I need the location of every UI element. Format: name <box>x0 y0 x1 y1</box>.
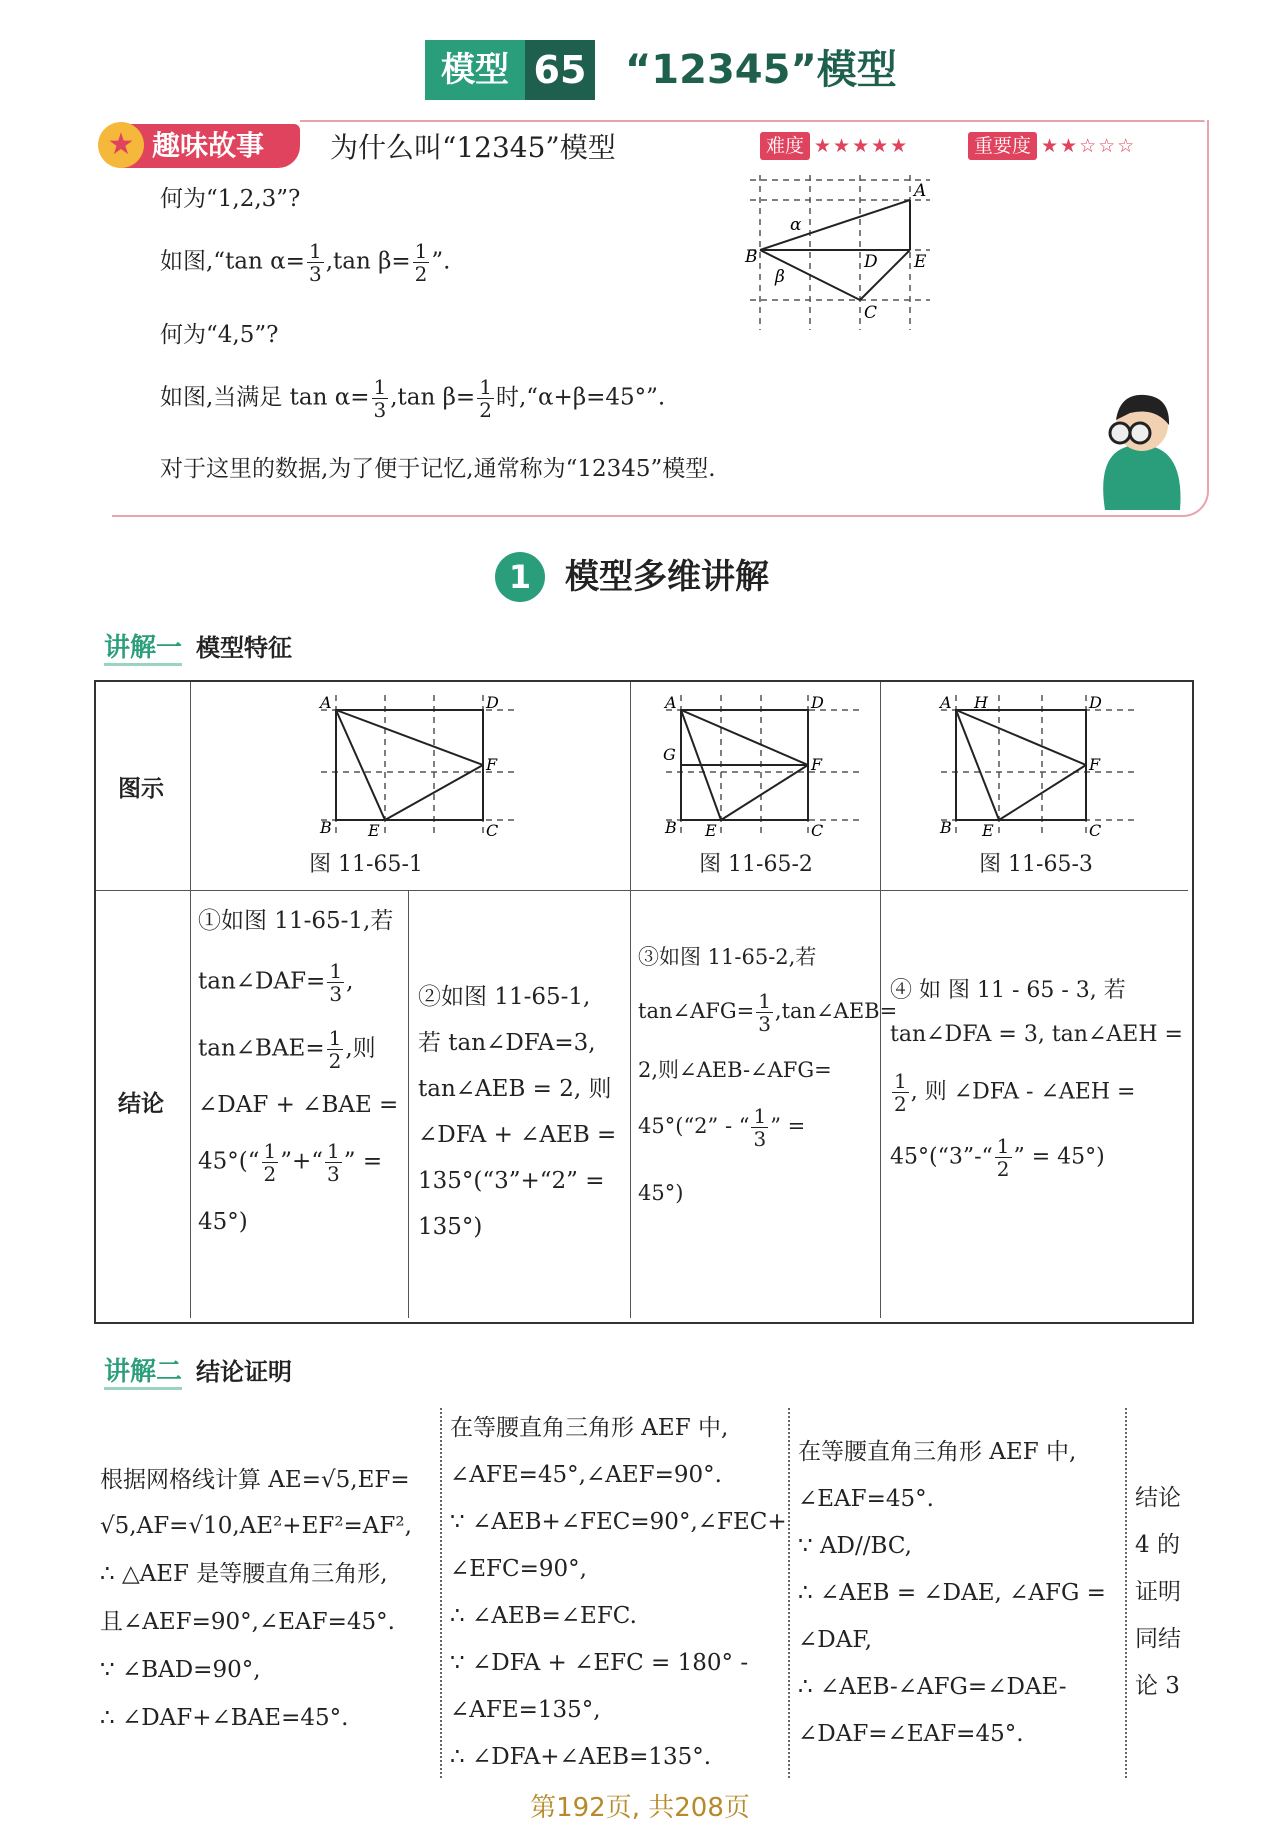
model-badge <box>425 40 595 100</box>
svg-text:E: E <box>705 821 717 840</box>
conclusion-2: ②如图 11-65-1, 若 tan∠DFA=3, tan∠AEB = 2, 则 ∠DFA + ∠AEB = 135°(“3”+“2” = 135°) <box>418 984 617 1240</box>
part1-title: 模型特征 <box>196 634 293 662</box>
importance-stars: ★★☆☆☆ <box>1041 135 1137 157</box>
label-e: E <box>914 252 927 272</box>
conclusion-1: ①如图 11-65-1,若 tan∠DAF= $\frac{1}{3}$ , tan∠BAE= $\frac{1}{2}$ ,则 ∠DAF + ∠BAE = 45°(“ $\frac{1}{2}$ ”+“ $\frac{1}{3}$ ” = 45°) <box>198 908 399 1235</box>
label-c: C <box>864 303 878 323</box>
features-table <box>94 680 1194 1324</box>
section-number: 1 <box>495 552 545 602</box>
svg-text:B: B <box>665 818 677 837</box>
mascot-illustration <box>1085 385 1195 510</box>
difficulty-rating <box>760 132 909 160</box>
page-title: “12345”模型 <box>625 47 897 93</box>
section-title: 模型多维讲解 <box>565 557 769 597</box>
figure-11-65-3 <box>936 690 1136 840</box>
part2-title: 结论证明 <box>196 1358 293 1386</box>
part2-tag: 讲解二 <box>104 1357 182 1390</box>
fraction: $\frac{1}{2}$ <box>414 239 428 286</box>
story-line-1: 何为“1,2,3”? <box>160 186 301 212</box>
part1-tag: 讲解一 <box>104 633 182 666</box>
part1-heading <box>104 630 292 666</box>
story-line-3: 何为“4,5”? <box>160 322 279 348</box>
svg-text:A: A <box>665 693 677 712</box>
story-border <box>300 120 1205 122</box>
fraction: $\frac{1}{3}$ <box>373 375 387 422</box>
label-d: D <box>864 252 878 272</box>
page-footer: 第192页, 共208页 <box>530 1793 750 1823</box>
svg-text:E: E <box>368 821 380 840</box>
svg-text:F: F <box>1089 755 1101 774</box>
svg-text:F: F <box>486 755 498 774</box>
svg-text:C: C <box>1089 821 1102 840</box>
part2-heading <box>104 1354 292 1390</box>
svg-text:D: D <box>486 693 499 712</box>
fraction: $\frac{1}{3}$ <box>308 239 322 286</box>
figure-11-65-1 <box>316 690 516 840</box>
story-line-4: 如图,当满足 tan α= $\frac{1}{3}$ ,tan β= $\frac{1}{2}$ 时,“α+β=45°”. <box>160 375 666 422</box>
fig-caption-2: 图 11-65-2 <box>699 852 813 877</box>
row-label-figure: 图示 <box>118 776 164 802</box>
conclusion-4: ④ 如 图 11 - 65 - 3, 若 tan∠DFA = 3, tan∠AEH = $\frac{1}{2}$ , 则 ∠DFA - ∠AEH = 45°(“3”-“ $\frac{1}{2}$ ” = 45°) <box>890 978 1183 1181</box>
figure-11-65-2 <box>661 690 861 840</box>
conclusion-3: ③如图 11-65-2,若 tan∠AFG= $\frac{1}{3}$ ,tan∠AEB= 2,则∠AEB-∠AFG= 45°(“2” - “ $\frac{1}{3}$ ” = 45°) <box>638 945 898 1205</box>
story-tag-label: 趣味故事 <box>152 129 265 162</box>
svg-text:C: C <box>811 821 824 840</box>
svg-text:A: A <box>940 693 952 712</box>
fig-caption-1: 图 11-65-1 <box>309 852 423 877</box>
importance-rating <box>968 132 1136 160</box>
svg-text:D: D <box>1089 693 1102 712</box>
badge-number: 65 <box>525 40 595 100</box>
label-alpha: α <box>790 215 802 235</box>
svg-text:A: A <box>320 693 332 712</box>
story-grid-figure <box>740 170 940 330</box>
badge-label: 模型 <box>425 40 525 100</box>
svg-text:H: H <box>974 693 988 712</box>
label-b: B <box>745 247 758 267</box>
label-beta: β <box>775 267 785 287</box>
fraction: $\frac{1}{2}$ <box>479 375 492 422</box>
fig-caption-3: 图 11-65-3 <box>979 852 1093 877</box>
svg-text:C: C <box>486 821 499 840</box>
story-tag <box>100 124 300 168</box>
label-a: A <box>914 181 927 201</box>
svg-text:D: D <box>811 693 824 712</box>
svg-text:G: G <box>663 745 676 764</box>
story-line-2: 如图,“tan α= $\frac{1}{3}$ ,tan β= $\frac{1}{2}$ ”. <box>160 239 451 286</box>
row-label-conclusion: 结论 <box>118 1091 164 1117</box>
importance-label: 重要度 <box>968 132 1037 160</box>
svg-text:B: B <box>940 818 952 837</box>
svg-text:F: F <box>811 755 823 774</box>
svg-text:B: B <box>320 818 332 837</box>
star-icon: ★ <box>98 122 144 168</box>
difficulty-stars: ★★★★★ <box>814 135 910 157</box>
story-subtitle: 为什么叫“12345”模型 <box>330 131 616 164</box>
svg-text:E: E <box>982 821 994 840</box>
story-line-5: 对于这里的数据,为了便于记忆,通常称为“12345”模型. <box>160 456 716 482</box>
difficulty-label: 难度 <box>760 132 810 160</box>
